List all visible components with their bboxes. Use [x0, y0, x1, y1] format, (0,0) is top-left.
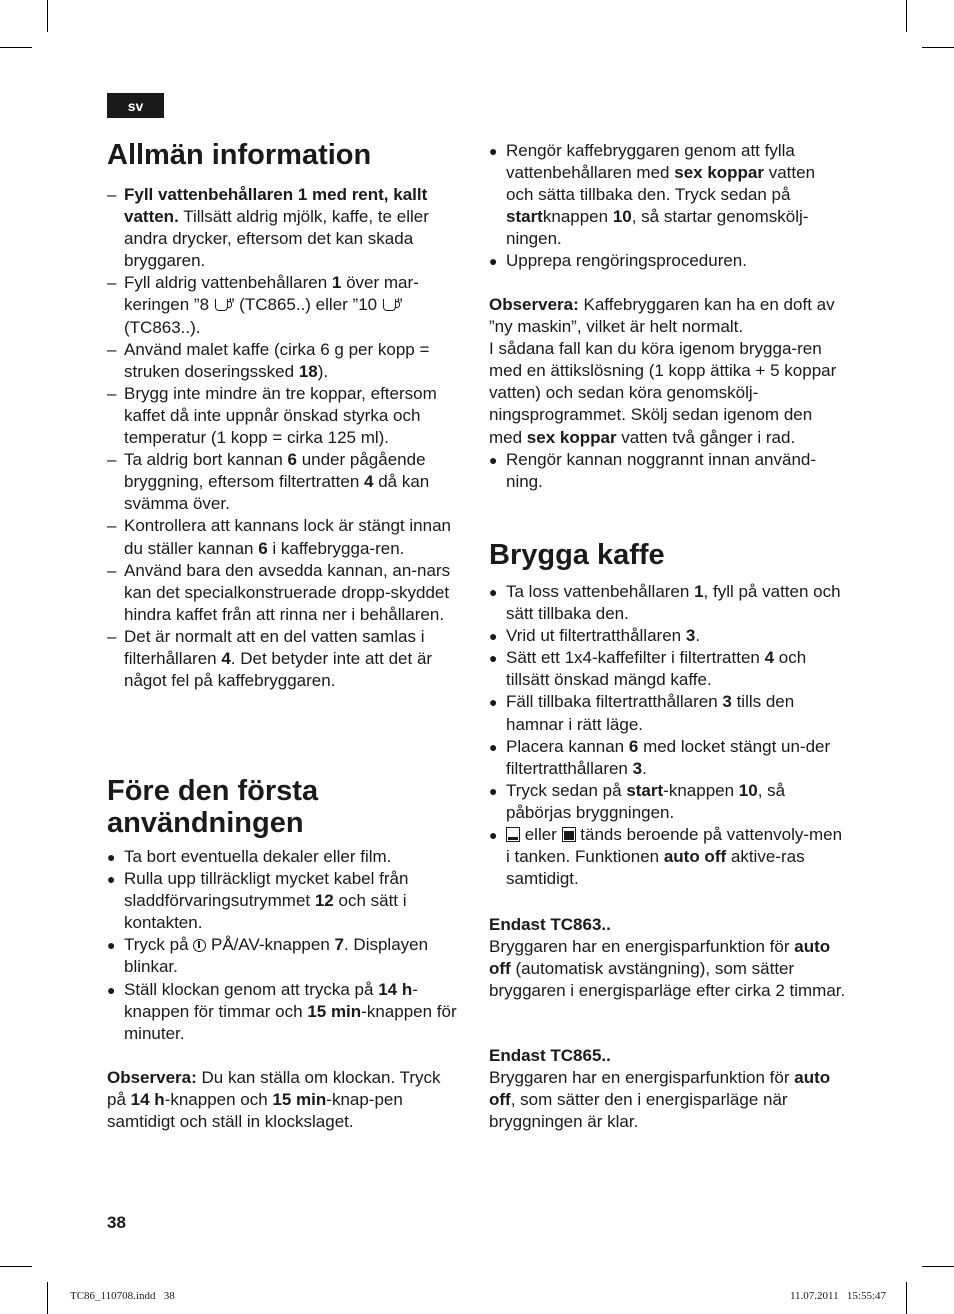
list-item: ● Ta loss vattenbehållaren 1, fyll på vatten och sätt tillbaka den.	[489, 581, 846, 625]
crop-mark	[47, 0, 48, 32]
list-item: – Fyll vattenbehållaren 1 med rent, kallt vatten. Tillsätt aldrig mjölk, kaffe, te eller andra drycker, eftersom det kan skada bryggaren.	[107, 184, 464, 272]
water-low-icon	[506, 827, 520, 842]
language-tab: sv	[107, 93, 164, 118]
list-item: ● Tryck på PÅ/AV-knappen 7. Displayen blinkar.	[107, 934, 464, 978]
brew-list	[489, 581, 846, 890]
list-item: – Använd malet kaffe (cirka 6 g per kopp = struken doseringssked 18).	[107, 339, 464, 383]
note-clock: Observera: Du kan ställa om klockan. Tryck på 14 h-knappen och 15 min-knap-pen samtidigt och ställ in klockslaget.	[107, 1068, 441, 1132]
list-item: ● Tryck sedan på start-knappen 10, så påbörjas bryggningen.	[489, 780, 846, 824]
section-title-general: Allmän information	[107, 139, 372, 171]
list-item: ● Rulla upp tillräckligt mycket kabel från sladdförvaringsutrymmet 12 och sätt i kontakten.	[107, 868, 464, 934]
crop-mark	[922, 1266, 954, 1267]
crop-mark	[906, 0, 907, 32]
tc865-info: Endast TC865.. Bryggaren har en energisparfunktion för auto off, som sätter den i energisparläge när bryggningen är klar.	[489, 1046, 831, 1132]
crop-mark	[0, 1266, 32, 1267]
crop-mark	[0, 47, 32, 48]
list-item: ● Sätt ett 1x4-kaffefilter i filtertratten 4 och tillsätt önskad mängd kaffe.	[489, 647, 846, 691]
list-item: – Brygg inte mindre än tre koppar, eftersom kaffet då inte uppnår önskad styrka och temperatur (1 kopp = cirka 125 ml).	[107, 383, 464, 449]
power-icon	[193, 939, 206, 952]
list-item: – Fyll aldrig vattenbehållaren 1 över mar-keringen ”8 ” (TC865..) eller ”10 ” (TC863..).	[107, 272, 464, 338]
list-item: ● Fäll tillbaka filtertratthållaren 3 tills den hamnar i rätt läge.	[489, 691, 846, 735]
list-item: ● Vrid ut filtertratthållaren 3.	[489, 625, 846, 647]
crop-mark	[922, 47, 954, 48]
list-item: – Ta aldrig bort kannan 6 under pågående bryggning, eftersom filtertratten 4 då kan svämma över.	[107, 449, 464, 515]
crop-mark	[906, 1282, 907, 1314]
first-use-list	[107, 846, 464, 1045]
section-title-first-use: Före den första användningen	[107, 775, 319, 839]
slug-timestamp: 11.07.2011 15:55:47	[789, 1290, 886, 1302]
tc863-info: Endast TC863.. Bryggaren har en energisparfunktion för auto off (automatisk avstängning), som sätter bryggaren i energisparläge efter cirka 2 timmar.	[489, 915, 846, 1001]
cup-icon	[215, 299, 228, 311]
cup-icon	[383, 299, 396, 311]
cleaning-list-2	[489, 449, 846, 493]
list-item: – Använd bara den avsedda kannan, an-nars kan det specialkonstruerade dropp-skyddet hindra kaffet från att rinna ner i behållaren.	[107, 560, 464, 626]
slug-filename: TC86_110708.indd 38	[70, 1290, 175, 1302]
list-item: – Kontrollera att kannans lock är stängt innan du ställer kannan 6 i kaffebrygga-ren.	[107, 515, 464, 559]
crop-mark	[47, 1282, 48, 1314]
list-item: ● Placera kannan 6 med locket stängt un-der filtertratthållaren 3.	[489, 736, 846, 780]
list-item: ● Upprepa rengöringsproceduren.	[489, 250, 846, 272]
list-item: – Det är normalt att en del vatten samlas i filterhållaren 4. Det betyder inte att det är något fel på kaffebryggaren.	[107, 626, 464, 692]
cleaning-list	[489, 140, 846, 273]
page-number: 38	[107, 1213, 126, 1232]
water-full-icon	[562, 827, 576, 842]
section-title-brew: Brygga kaffe	[489, 539, 665, 571]
list-item: ● Ta bort eventuella dekaler eller film.	[107, 846, 464, 868]
list-item: ● Ställ klockan genom att trycka på 14 h-knappen för timmar och 15 min-knappen för minuter.	[107, 979, 464, 1045]
list-item: ● eller tänds beroende på vattenvoly-men i tanken. Funktionen auto off aktive-ras samtidigt.	[489, 824, 846, 890]
list-item: ● Rengör kaffebryggaren genom att fylla vattenbehållaren med sex koppar vatten och sätta tillbaka den. Tryck sedan på startknappen 10, så startar genomskölj-ningen.	[489, 140, 846, 250]
general-info-list	[107, 184, 464, 692]
note-smell: Observera: Kaffebryggaren kan ha en doft av ”ny maskin”, vilket är helt normalt. I sådana fall kan du köra igenom brygga-ren med en ättikslösning (1 kopp ättika + 5 koppar vatten) och sedan köra genomskölj-ningsprogrammet. Skölj sedan igenom den med sex koppar vatten två gånger i rad.	[489, 295, 837, 447]
list-item: ● Rengör kannan noggrannt innan använd-ning.	[489, 449, 846, 493]
